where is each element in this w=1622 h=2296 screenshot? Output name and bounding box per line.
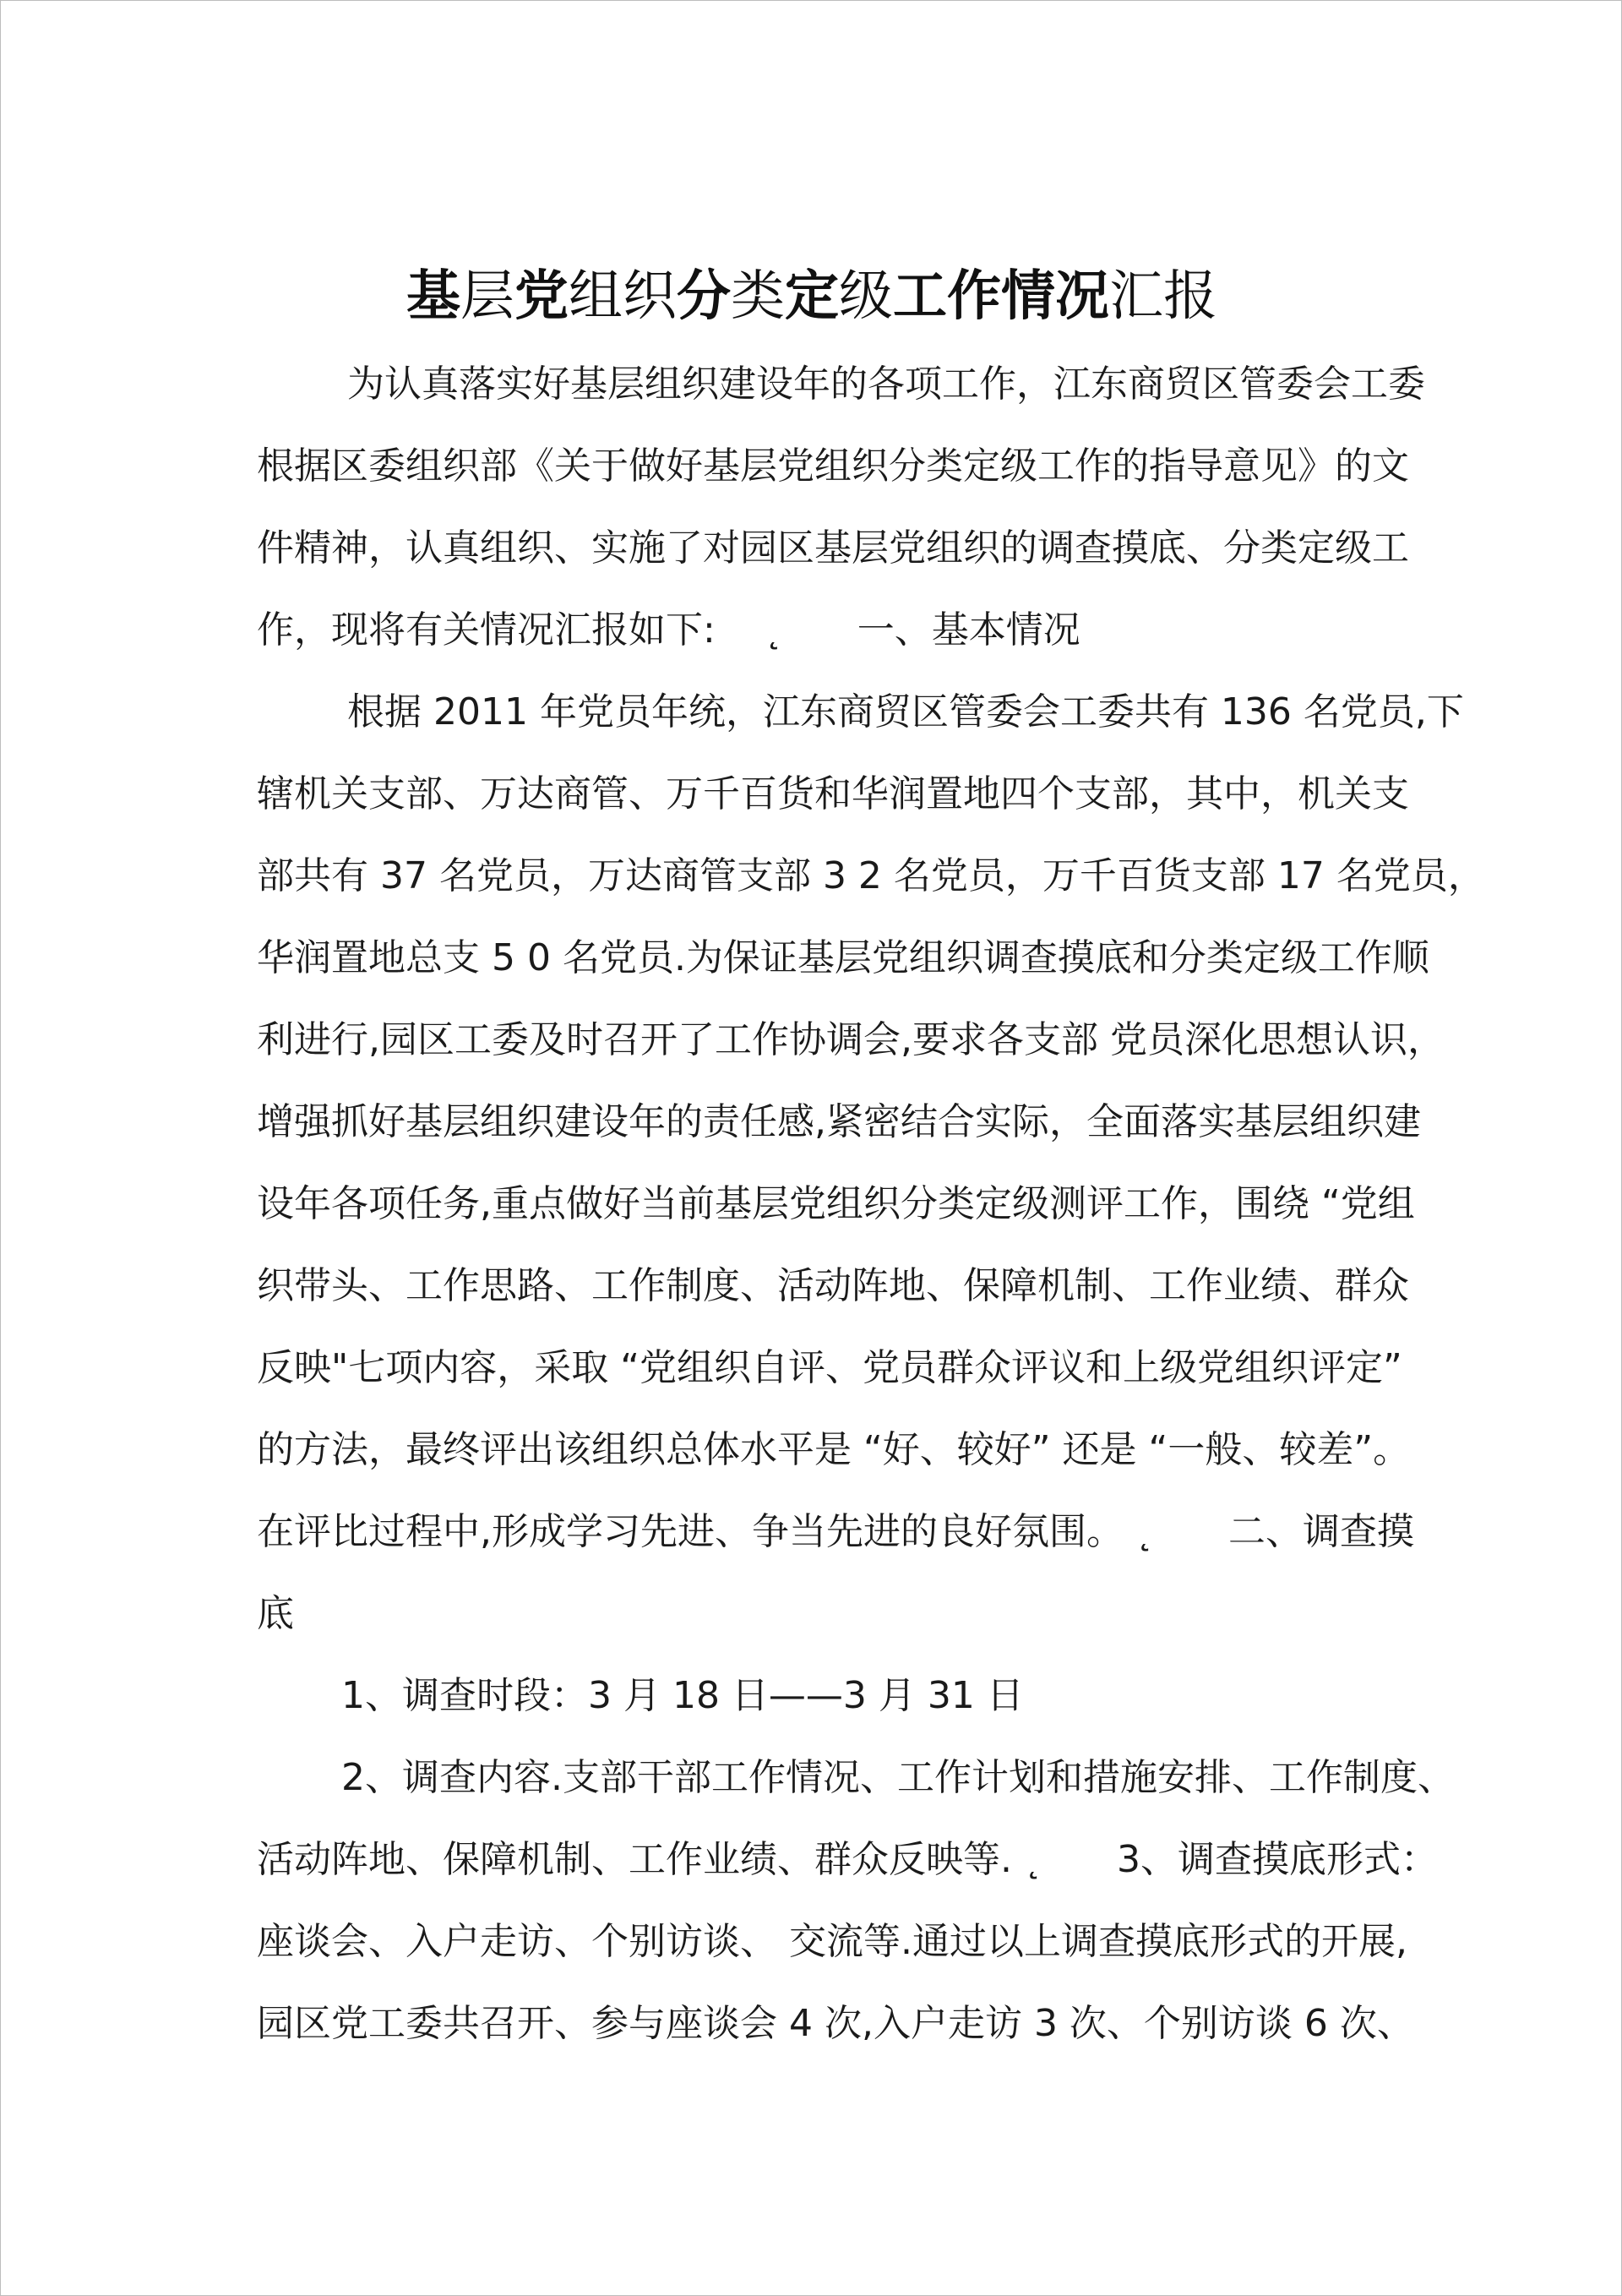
- paragraph-line: 件精神，认真组织、实施了对园区基层党组织的调查摸底、分类定级工: [257, 526, 1409, 570]
- paragraph-line: 根据 2011 年党员年统，江东商贸区管委会工委共有 136 名党员,下: [347, 690, 1464, 734]
- paragraph-line: 作，现将有关情况汇报如下: ˛ 一、基本情况: [257, 608, 1080, 652]
- title-part: 类: [731, 265, 785, 328]
- title-part: 组织: [569, 265, 677, 328]
- paragraph-line: 在评比过程中,形成学习先进、争当先进的良好氛围。 ˛ 二、调查摸: [257, 1510, 1414, 1553]
- document-title: [1, 254, 1622, 339]
- title-part: 级: [839, 265, 893, 328]
- title-part: 分: [677, 265, 731, 328]
- paragraph-line: 的方法，最终评出该组织总体水平是 “好、较好” 还是 “一般、较差”。: [257, 1428, 1411, 1471]
- title-part: 层: [460, 265, 514, 328]
- title-part: 汇报: [1109, 265, 1217, 328]
- paragraph-line: 增强抓好基层组织建设年的责任感,紧密结合实际，全面落实基层组织建: [257, 1100, 1421, 1143]
- paragraph-line: 园区党工委共召开、参与座谈会 4 次,入户走访 3 次、个别访谈 6 次、: [257, 2002, 1414, 2045]
- paragraph-line: 根据区委组织部《关于做好基层党组织分类定级工作的指导意见》的文: [257, 444, 1409, 488]
- paragraph-line: 部共有 37 名党员，万达商管支部 3 2 名党员，万千百货支部 17 名党员，: [257, 854, 1485, 897]
- paragraph-line: 反映"七项内容，采取 “党组织自评、党员群众评议和上级党组织评定”: [257, 1346, 1402, 1389]
- paragraph-line: 活动阵地、保障机制、工作业绩、群众反映等. ˛ 3、调查摸底形式：: [257, 1838, 1438, 1881]
- paragraph-line: 设年各项任务,重点做好当前基层党组织分类定级测评工作，围绕 “党组: [257, 1182, 1415, 1225]
- paragraph-line: 座谈会、入户走访、个别访谈、 交流等.通过以上调查摸底形式的开展,: [257, 1920, 1407, 1963]
- paragraph-line: 辖机关支部、万达商管、万千百货和华润置地四个支部，其中，机关支: [257, 772, 1409, 815]
- title-part: 基: [406, 265, 460, 328]
- paragraph-line: 1、调查时段：3 月 18 日——3 月 31 日: [341, 1674, 1024, 1717]
- paragraph-line: 利进行,园区工委及时召开了工作协调会,要求各支部 党员深化思想认识，: [257, 1018, 1445, 1061]
- paragraph-line: 华润置地总支 5 0 名党员.为保证基层党组织调查摸底和分类定级工作顺: [257, 936, 1429, 979]
- paragraph-line: 织带头、工作思路、工作制度、活动阵地、保障机制、工作业绩、群众: [257, 1264, 1409, 1307]
- title-part: 党: [514, 265, 569, 328]
- paragraph-line: 2、调查内容.支部干部工作情况、工作计划和措施安排、工作制度、: [341, 1756, 1455, 1799]
- paragraph-line: 为认真落实好基层组织建设年的各项工作，江东商贸区管委会工委: [347, 363, 1425, 406]
- title-part: 定: [785, 265, 839, 328]
- title-part: 工作情况: [893, 265, 1109, 328]
- paragraph-line: 底: [257, 1592, 294, 1635]
